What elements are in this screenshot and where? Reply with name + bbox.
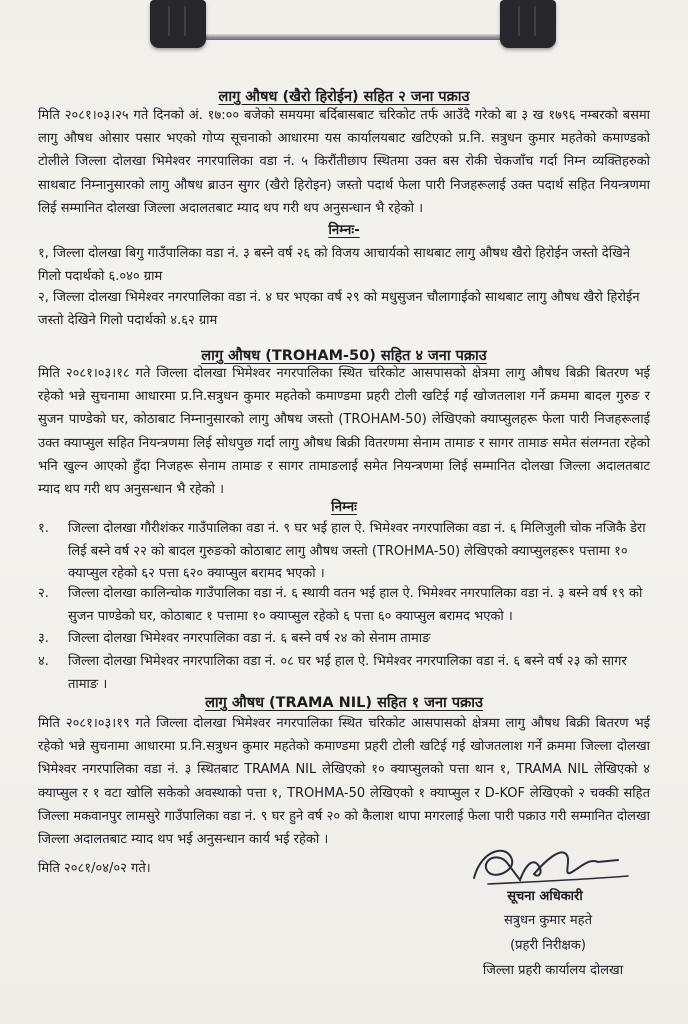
item-number: ४. xyxy=(38,654,49,669)
section2-item-2 xyxy=(38,583,650,628)
section3-title: लागु औषध (TRAMA NIL) सहित १ जना पक्राउ xyxy=(205,695,483,711)
section2-item-3 xyxy=(38,628,650,651)
section2-list-heading: निम्नः xyxy=(331,499,357,515)
item-number: २. xyxy=(38,586,49,601)
item-text: जिल्ला दोलखा गौरीशंकर गाउँपालिका वडा नं. ९ घर भई हाल ऐ. भिमेश्वर नगरपालिका वडा नं. ६ मिलिजुली चोक नजिकै डेरा लिई बस्ने वर्ष २२ को बादल गुरुङको कोठाबाट लागु औषध जस्तो (TROHMA-50) लेखिएको क्याप्सुलहरू१ पत्तामा १० क्याप्सुल रहेको ६२ पत्ता ६२० क्याप्सुल बरामद भएको । xyxy=(68,521,646,581)
section2-item-4 xyxy=(38,651,650,696)
item-number: ३. xyxy=(38,631,49,646)
section1-body: मिति २०८१।०३।२५ गते दिनको अं. १७:०० बजेको समयमा बर्दिबासबाट चरिकोट तर्फ आउँदै गरेको बा ३ ख १७९६ नम्बरको बसमा लागु औषध ओसार पसार भएको गोप्य सूचनाको आधारमा यस कार्यालयबाट खटिएको प्र.नि. सत्रुधन कुमार महतेको कमाण्डको टोलीले जिल्ला दोलखा भिमेश्वर नगरपालिका वडा नं. ५ किरौंतीछाप स्थितमा उक्त बस रोकी चेकजाँच गर्दा निम्न व्यक्तिहरुको साथबाट निम्नानुसारको लागु औषध ब्राउन सुगर (खैरो हिरोइन) जस्तो पदार्थ फेला पारी निजहरूलाई उक्त पदार्थ सहित नियन्त्रणमा लिई सम्मानित दोलखा जिल्ला अदालतबाट म्याद थप गरी थप अनुसन्धान भै रहेको । xyxy=(38,108,650,216)
section1-item-2: २, जिल्ला दोलखा भिमेश्वर नगरपालिका वडा नं. ४ घर भएका वर्ष २९ को मधुसुजन चौलागाईको साथबाट लागु औषध खैरो हिरोईन जस्तो देखिने गिलो पदार्थको ४.६२ ग्राम xyxy=(38,290,640,328)
issue-date: मिति २०८१/०४/०२ गते। xyxy=(38,861,151,876)
section1-item-1: १, जिल्ला दोलखा बिगु गाउँपालिका वडा नं. ३ बस्ने वर्ष २६ को विजय आचार्यको साथबाट लागु औषध खैरो हिरोईन जस्तो देखिने गिलो पदार्थको ६.०४० ग्राम xyxy=(38,246,630,284)
officer-title: सूचना अधिकारी xyxy=(507,889,583,904)
item-number: १. xyxy=(38,521,49,536)
section2-body: मिति २०८१।०३।१८ गते जिल्ला दोलखा भिमेश्वर नगरपालिका स्थित चरिकोट आसपासको क्षेत्रमा लागु औषध बिक्री बितरण भई रहेको भन्ने सुचनामा आधारमा प्र.नि.सत्रुधन कुमार महतेको कमाण्डमा प्रहरी टोली खटिई गई खोजतलाश गर्ने क्रममा बादल गुरुङ र सुजन पाण्डेको घर, कोठाबाट निम्नानुसारको लागु औषध जस्तो (TROHAM-50) लेखिएको क्याप्सुलहरू फेला पारी निजहरूलाई उक्त क्याप्सुल सहित नियन्त्रणमा लिई सोधपुछ गर्दा लागु औषध बिक्री वितरणमा सेनाम तामाङ र सागर तामाङ समेत संलग्नता रहेको भनि खुल्न आएको हुँदा निजहरू सेनाम तामाङ र सागर तामाङलाई समेत नियन्त्रणमा लिई सम्मानित दोलखा जिल्ला अदालतबाट म्याद थप गरी थप अनुसन्धान भै रहेको । xyxy=(38,366,650,498)
item-text: जिल्ला दोलखा भिमेश्वर नगरपालिका वडा नं. ०८ घर भई हाल ऐ. भिमेश्वर नगरपालिका वडा नं. ६ बस्ने वर्ष २३ को सागर तामाङ । xyxy=(68,654,627,692)
section1-title: लागु औषध (खैरो हिरोईन) सहित २ जना पक्राउ xyxy=(218,89,470,105)
section2-item-1 xyxy=(38,518,650,586)
section2-title: लागु औषध (TROHAM-50) सहित ४ जना पक्राउ xyxy=(201,348,487,364)
clipboard-clip-icon xyxy=(150,0,556,50)
section3-body: मिति २०८१।०३।१९ गते जिल्ला दोलखा भिमेश्वर नगरपालिका स्थित चरिकोट आसपासको क्षेत्रमा लागु औषध बिक्री बितरण भई रहेको भन्ने सुचनामा आधारमा प्र.नि.सत्रुधन कुमार महतेको कमाण्डमा प्रहरी टोली खटिई गई खोजतलाश गर्ने क्रममा जिल्ला दोलखा भिमेश्वर नगरपालिका वडा नं. ३ स्थितबाट TRAMA NIL लेखिएको १० क्याप्सुलको पत्ता थान १, TRAMA NIL लेखिएको ४ क्याप्सुल र १ वटा खोलि सकेको अवस्थाको पत्ता १, TROHMA-50 लेखिएको १ क्याप्सुल र D-KOF लेखिएको २ चक्की सहित जिल्ला मकवानपुर लामसुरे गाउँपालिका वडा नं. ९ घर हुने वर्ष २० को कैलाश थापा मगरलाई फेला पारी पक्राउ गरी सम्मानित दोलखा जिल्ला अदालतबाट म्याद थप भई अनुसन्धान कार्य भई रहेको । xyxy=(38,716,650,848)
item-text: जिल्ला दोलखा कालिन्चोक गाउँपालिका वडा नं. ६ स्थायी वतन भई हाल ऐ. भिमेश्वर नगरपालिका वडा नं. ३ बस्ने वर्ष १९ को सुजन पाण्डेको घर, कोठाबाट १ पत्तामा १० क्याप्सुल रहेको ६ पत्ता ६० क्याप्सुल बरामद भएको । xyxy=(68,586,643,624)
office-name: जिल्ला प्रहरी कार्यालय दोलखा xyxy=(482,963,624,978)
item-text: जिल्ला दोलखा भिमेश्वर नगरपालिका वडा नं. ६ बस्ने वर्ष २४ को सेनाम तामाङ xyxy=(68,631,431,646)
officer-rank: (प्रहरी निरीक्षक) xyxy=(510,938,586,953)
section1-list-heading: निम्नः- xyxy=(328,222,360,238)
officer-name: सत्रुधन कुमार महते xyxy=(504,913,592,928)
